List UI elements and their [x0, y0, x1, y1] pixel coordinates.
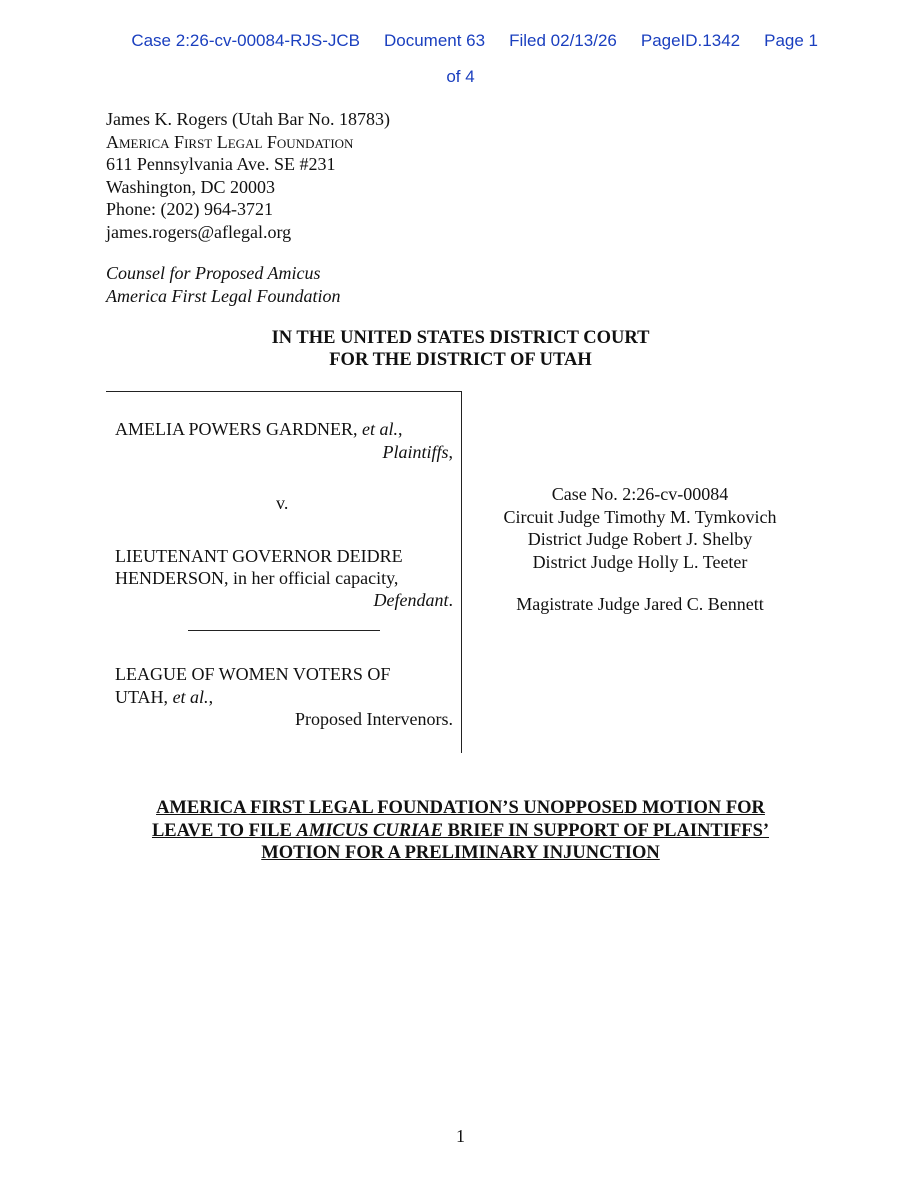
- title-line3: MOTION FOR A PRELIMINARY INJUNCTION: [261, 843, 660, 863]
- defendant-line1: LIEUTENANT GOVERNOR DEIDRE: [115, 546, 403, 566]
- judge-circuit: Circuit Judge Timothy M. Tymkovich: [503, 506, 777, 527]
- title-line1: AMERICA FIRST LEGAL FOUNDATION’S UNOPPOSED MOTION FOR: [156, 798, 765, 818]
- ecf-case-number: Case 2:26-cv-00084-RJS-JCB: [131, 31, 360, 50]
- versus: v.: [276, 493, 289, 513]
- counsel-phone: Phone: (202) 964-3721: [106, 199, 273, 219]
- counsel-name: James K. Rogers (Utah Bar No. 18783): [106, 109, 390, 129]
- case-info: [466, 483, 814, 573]
- ecf-filed-date: Filed 02/13/26: [509, 31, 617, 50]
- counsel-role-line2: America First Legal Foundation: [106, 285, 341, 306]
- court-heading: [0, 327, 921, 371]
- defendant-line2: HENDERSON, in her official capacity,: [115, 568, 399, 588]
- caption-vertical-rule: [461, 391, 462, 753]
- counsel-role-line1: Counsel for Proposed Amicus: [106, 263, 321, 283]
- ecf-page-id: PageID.1342: [640, 31, 741, 50]
- judge-district-2: District Judge Holly L. Teeter: [532, 551, 748, 572]
- court-line1: IN THE UNITED STATES DISTRICT COURT: [271, 328, 650, 348]
- magistrate-judge: Magistrate Judge Jared C. Bennett: [516, 594, 764, 614]
- ecf-page-of: of 4: [446, 67, 475, 86]
- document-title: [0, 797, 921, 865]
- defendant-role: Defendant.: [373, 590, 453, 610]
- title-line2: LEAVE TO FILE AMICUS CURIAE BRIEF IN SUPPORT OF PLAINTIFFS’: [151, 820, 770, 841]
- intervenor-line1: LEAGUE OF WOMEN VOTERS OF: [115, 664, 391, 684]
- ecf-document-number: Document 63: [383, 31, 486, 50]
- counsel-firm: America First Legal Foundation: [106, 131, 354, 152]
- caption-top-rule: [106, 391, 462, 392]
- judge-district-1: District Judge Robert J. Shelby: [527, 529, 753, 549]
- plaintiff-name: AMELIA POWERS GARDNER, et al.,: [115, 419, 403, 439]
- case-number: Case No. 2:26-cv-00084: [551, 484, 729, 504]
- counsel-role: [106, 262, 340, 307]
- counsel-email: james.rogers@aflegal.org: [106, 221, 292, 242]
- counsel-address-line2: Washington, DC 20003: [106, 176, 276, 197]
- plaintiff-role: Plaintiffs,: [382, 442, 453, 462]
- ecf-header: [0, 14, 921, 86]
- court-line2: FOR THE DISTRICT OF UTAH: [329, 350, 592, 370]
- counsel-address-line1: 611 Pennsylvania Ave. SE #231: [106, 154, 336, 174]
- counsel-block: [106, 108, 390, 243]
- page-number: 1: [456, 1126, 465, 1146]
- intervenor-role: Proposed Intervenors.: [295, 709, 453, 729]
- caption-separator-rule: [188, 630, 380, 631]
- ecf-page: Page 1: [764, 31, 818, 50]
- intervenor-line2: UTAH, et al.,: [115, 687, 214, 707]
